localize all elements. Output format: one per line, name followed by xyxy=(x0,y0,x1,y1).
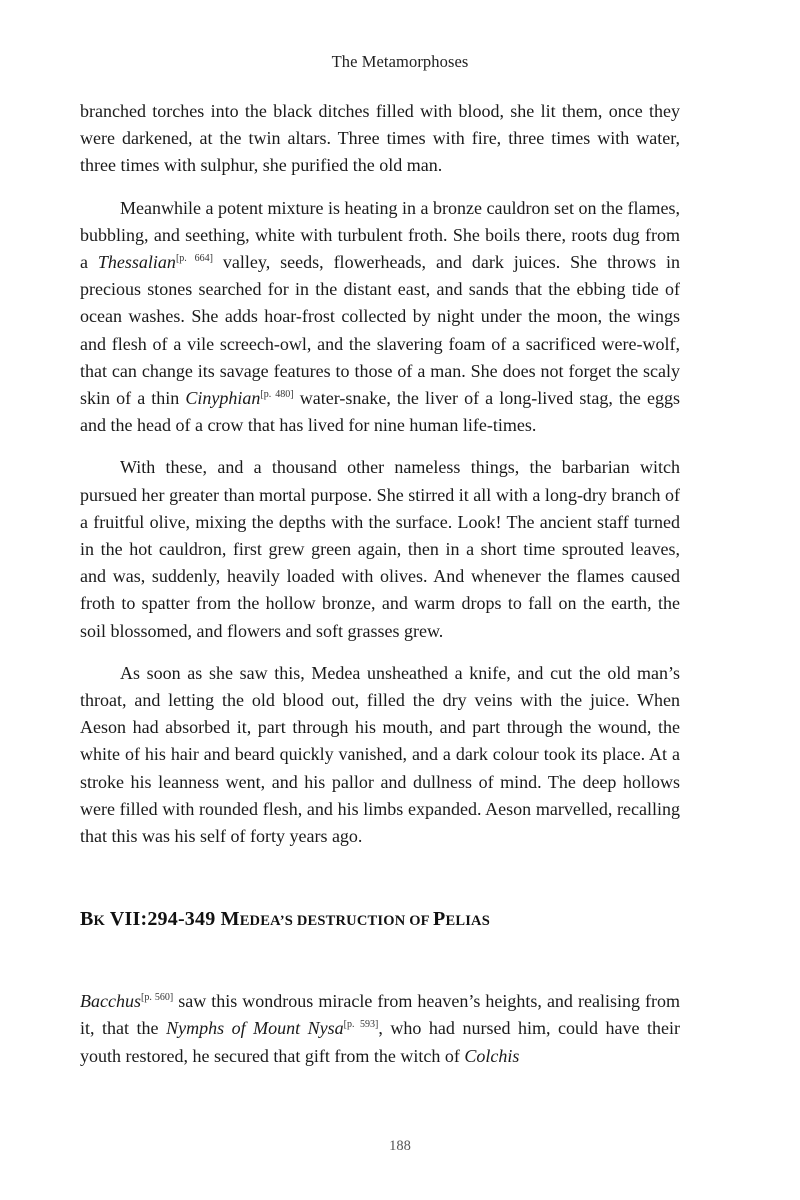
text-run: Meanwhile a potent mixture is heating in a bronze cauldron set on the flames, bubbling, and seething, white with turbulent froth. She boils there, roots dug from a xyxy=(80,197,680,273)
heading-reference: VII:294-349 M xyxy=(105,908,240,931)
heading-smallcaps: EDEA’S DESTRUCTION OF xyxy=(239,913,434,930)
text-run: valley, seeds, flowerheads, and dark juices. She throws in precious stones searched for in the distant east, and sands that the ebbing tide of ocean washes. She adds hoar-frost collected by night under the moon, the wings and flesh of a vile screech-owl, and the slavering foam of a sacrificed were-wolf, that can change its savage features to those of a man. She does not forget the scaly skin of a thin xyxy=(80,252,680,409)
bacchus-link[interactable]: Bacchus xyxy=(80,991,141,1012)
page-reference[interactable]: [p. 664] xyxy=(175,253,214,265)
nymphs-of-mount-nysa-link[interactable]: Nymphs of Mount Nysa xyxy=(166,1018,344,1039)
heading-letter: B xyxy=(80,908,94,931)
paragraph-1: branched torches into the black ditches filled with blood, she lit them, once they were darkened, at the twin altars. Three times with fire, three times with water, three times with sulphur, she purified the old man. xyxy=(80,101,680,176)
paragraph-2 xyxy=(80,195,680,440)
heading-smallcaps: K xyxy=(93,913,106,930)
thessalian-link[interactable]: Thessalian xyxy=(97,252,176,273)
section-heading xyxy=(80,906,680,934)
colchis-link[interactable]: Colchis xyxy=(464,1045,520,1066)
page-reference[interactable]: [p. 480] xyxy=(260,389,294,401)
page-body xyxy=(80,98,680,1085)
page-reference[interactable]: [p. 560] xyxy=(140,992,174,1004)
paragraph-3: With these, and a thousand other nameless things, the barbarian witch pursued her greater than mortal purpose. She stirred it all with a long-dry branch of a fruitful olive, mixing the depths with the surface. Look! The ancient staff turned in the hot cauldron, first grew green again, then in a short time sprouted leaves, and was, suddenly, heavily loaded with olives. And whenever the flames caused froth to spatter from the hollow bronze, and warm drops to fall on the earth, the soil blossomed, and flowers and soft grasses grew. xyxy=(80,457,680,641)
cinyphian-link[interactable]: Cinyphian xyxy=(185,388,261,409)
heading-letter: P xyxy=(433,908,446,931)
paragraph-5 xyxy=(80,988,680,1070)
page-number: 188 xyxy=(389,1138,411,1154)
text-run: saw this wondrous miracle from heaven’s heights, and realising from it, that the xyxy=(80,991,680,1039)
paragraph-4: As soon as she saw this, Medea unsheathed a knife, and cut the old man’s throat, and letting the old blood out, filled the dry veins with the juice. When Aeson had absorbed it, part through his mouth, and part through the wound, the white of his hair and beard quickly vanished, and a dark colour took its place. At a stroke his leanness went, and his pallor and dullness of mind. The deep hollows were filled with rounded flesh, and his limbs expanded. Aeson marvelled, recalling that this was his self of forty years ago. xyxy=(80,662,680,847)
running-header: The Metamorphoses xyxy=(331,52,469,71)
text-run: water-snake, the liver of a long-lived stag, the eggs and the head of a crow that has lived for nine human life-times. xyxy=(80,388,680,436)
text-run: , who had nursed him, could have their youth restored, he secured that gift from the witch of xyxy=(80,1018,681,1066)
page-reference[interactable]: [p. 593] xyxy=(343,1019,379,1031)
heading-smallcaps: ELIAS xyxy=(445,913,490,930)
